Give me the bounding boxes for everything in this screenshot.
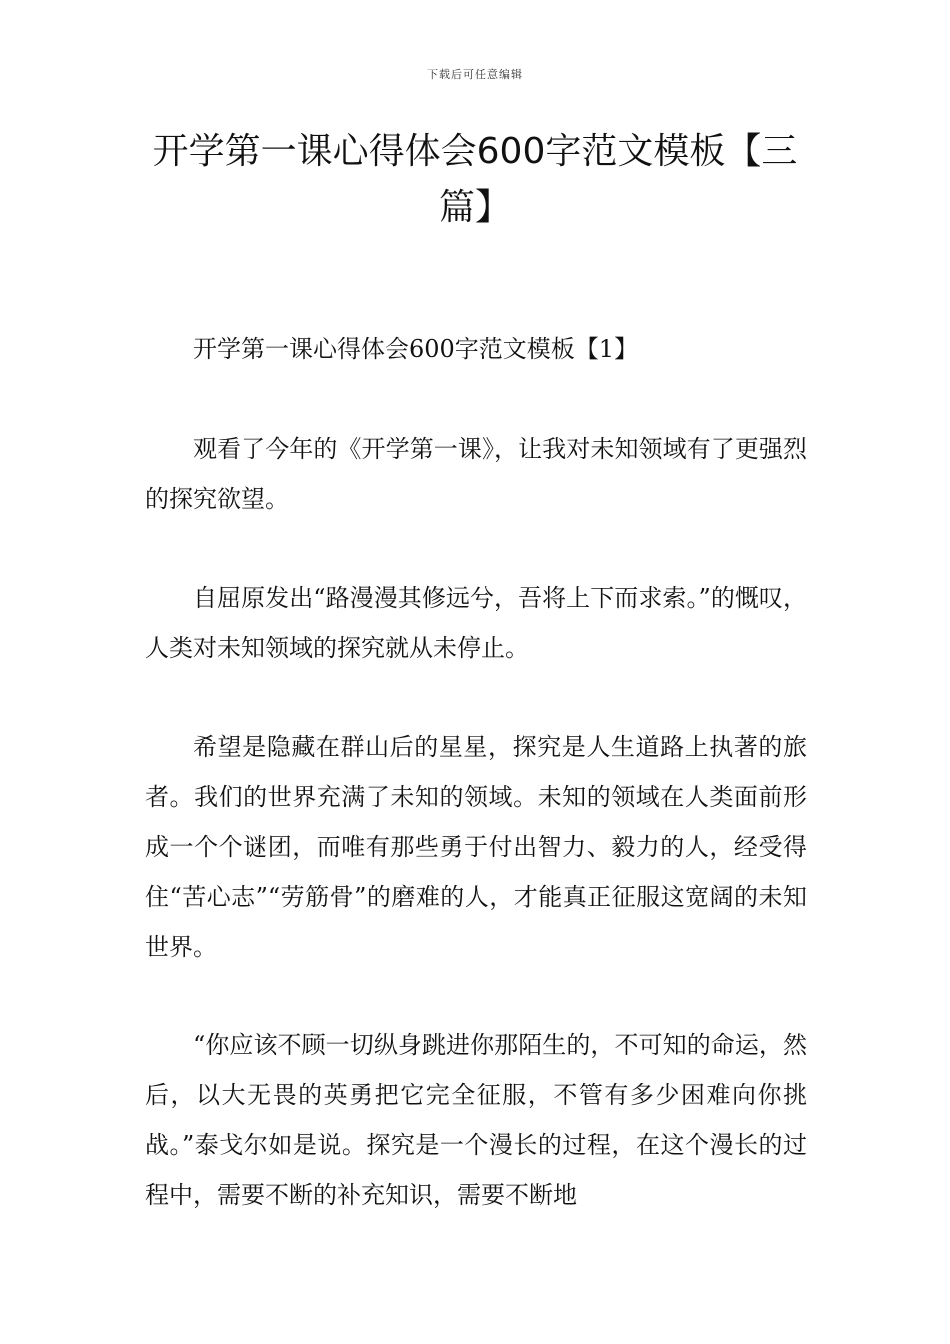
header-note: 下载后可任意编辑 <box>427 68 523 81</box>
document-title: 开学第一课心得体会600字范文模板【三篇】 <box>152 131 798 228</box>
paragraph-3: 希望是隐藏在群山后的星星，探究是人生道路上执著的旅者。我们的世界充满了未知的领域。未知的领域在人类面前形成一个个谜团，而唯有那些勇于付出智力、毅力的人，经受得住“苦心志”“劳筋骨”的磨难的人，才能真正征服这宽阔的未知世界。 <box>145 733 807 961</box>
paragraph-4: “你应该不顾一切纵身跳进你那陌生的，不可知的命运，然后，以大无畏的英勇把它完全征服，不管有多少困难向你挑战。”泰戈尔如是说。探究是一个漫长的过程，在这个漫长的过程中，需要不断的补充知识，需要不断地 <box>145 1031 807 1209</box>
section-subtitle: 开学第一课心得体会600字范文模板【1】 <box>193 335 639 363</box>
paragraph-2: 自屈原发出“路漫漫其修远兮，吾将上下而求索。”的慨叹，人类对未知领域的探究就从未停止。 <box>145 584 807 662</box>
paragraph-1: 观看了今年的《开学第一课》，让我对未知领域有了更强烈的探究欲望。 <box>145 435 807 513</box>
